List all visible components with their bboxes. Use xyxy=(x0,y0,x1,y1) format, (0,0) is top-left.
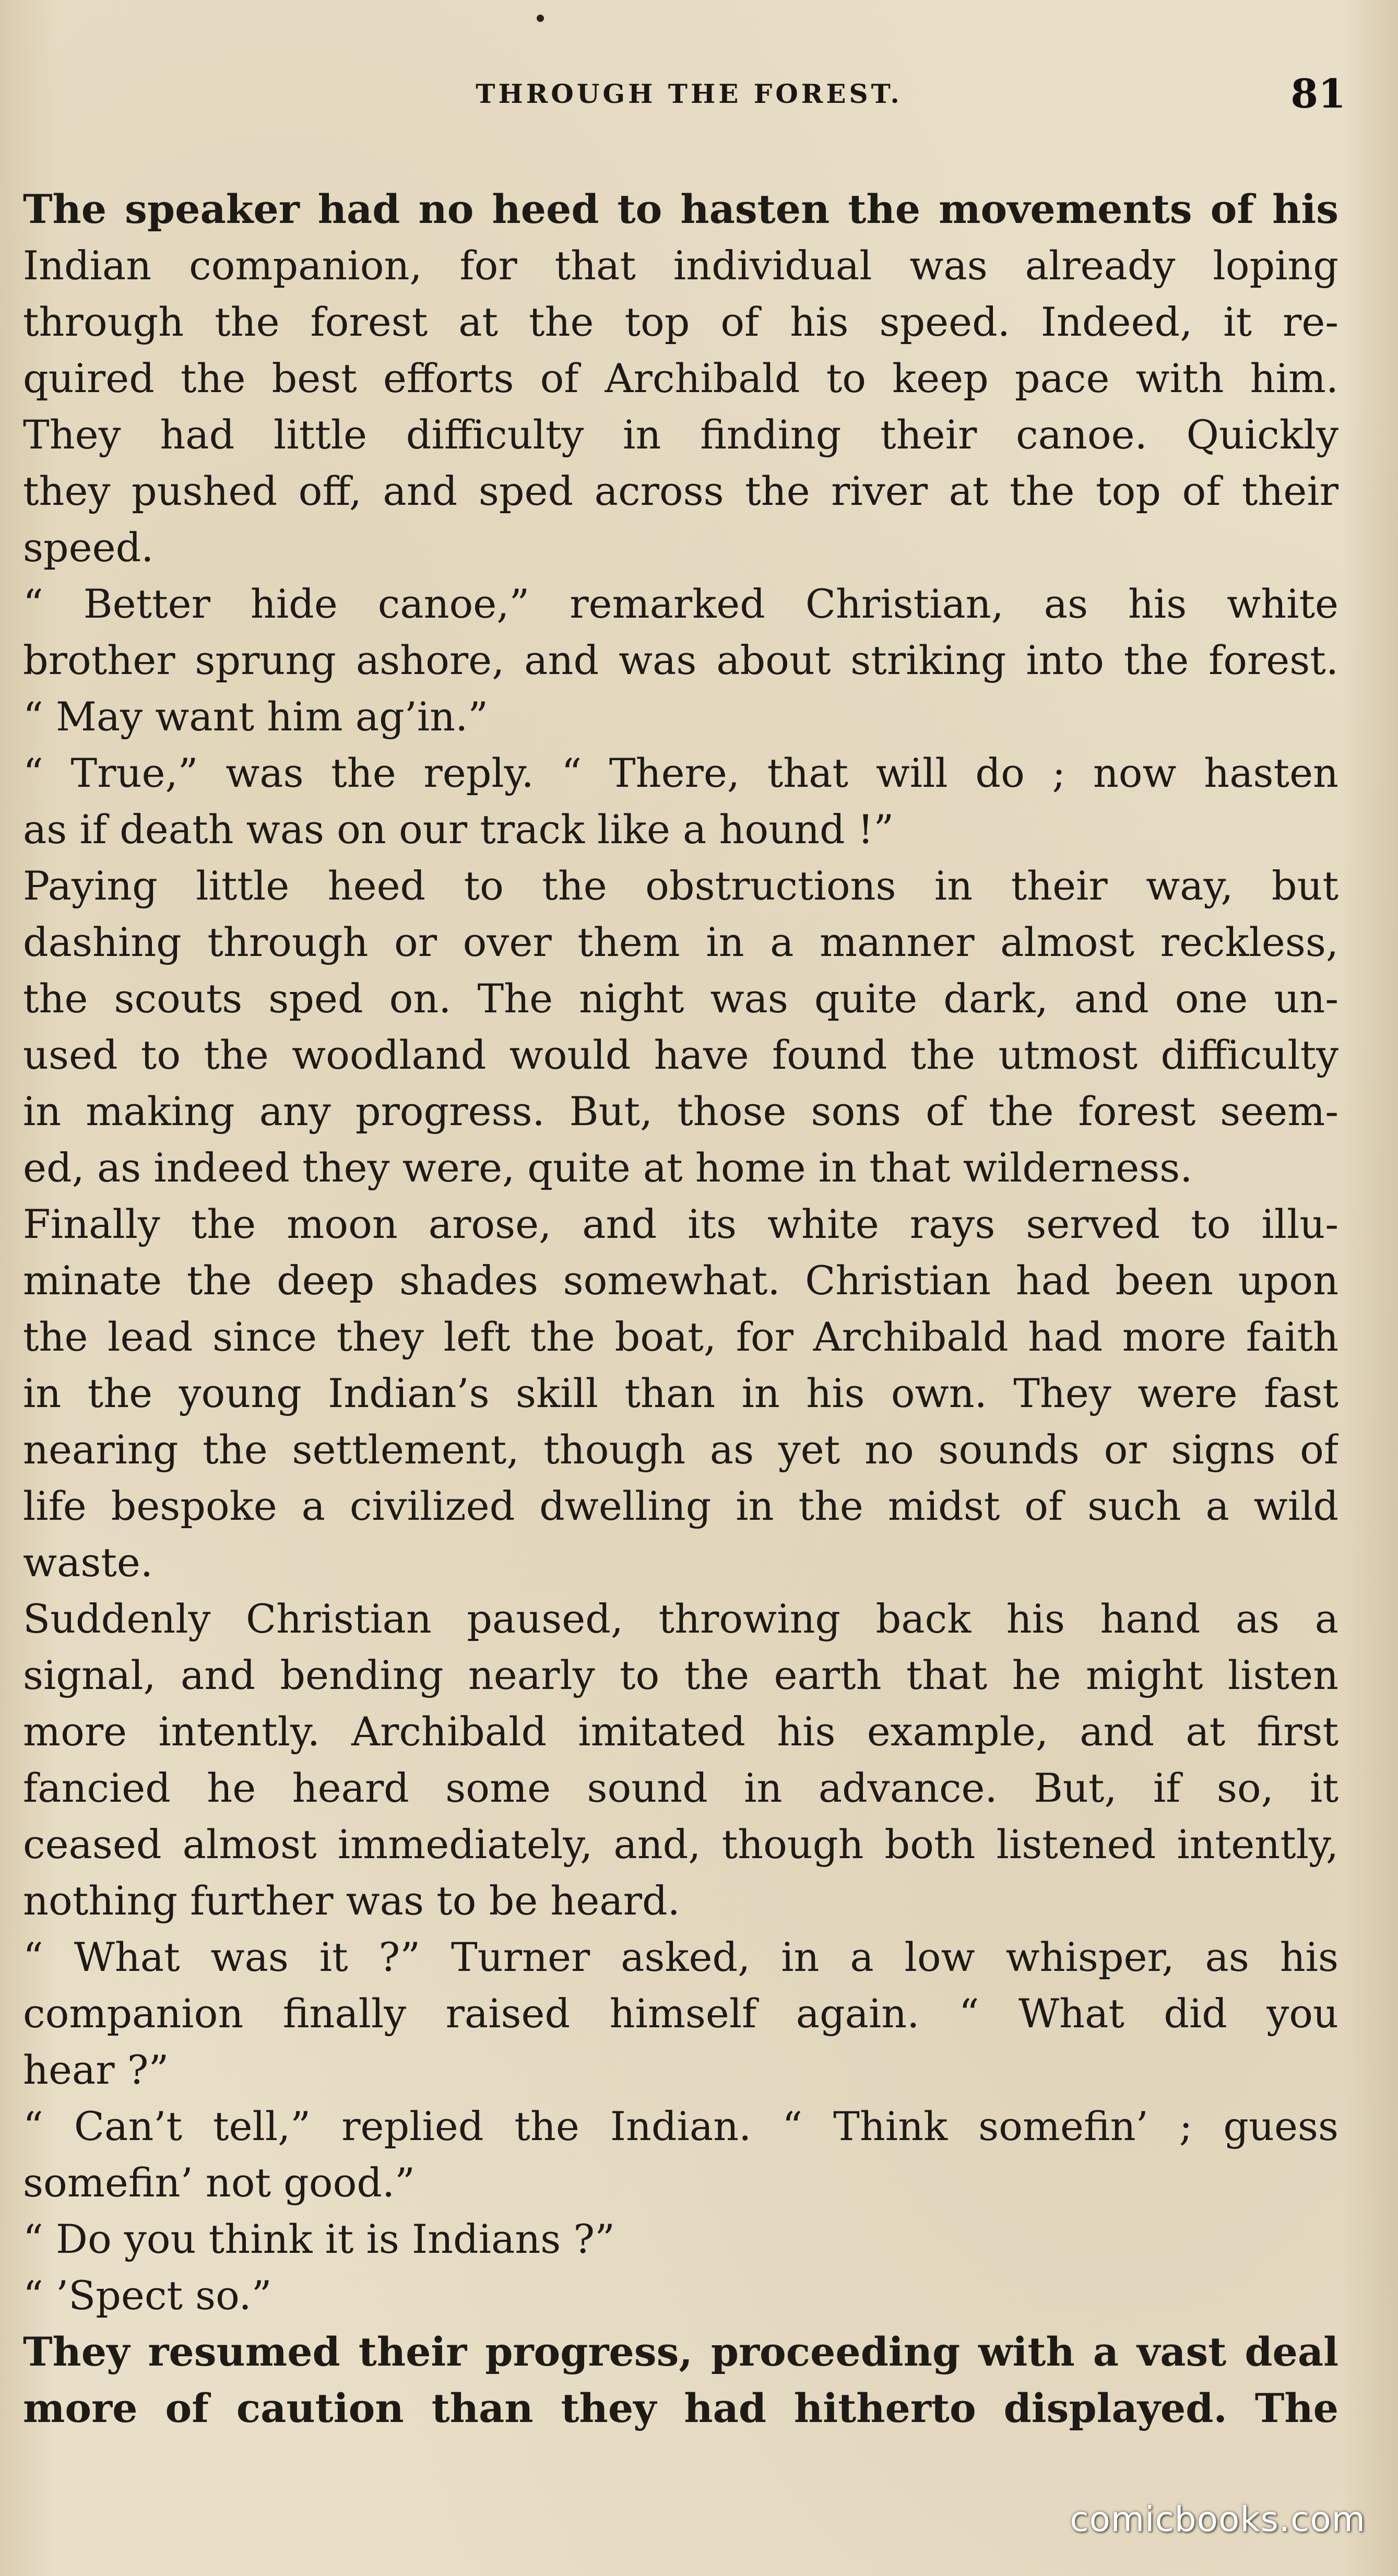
text-line: hear ?” xyxy=(23,2047,169,2093)
text-line: companion finally raised himself again. “ What did you xyxy=(23,1990,1338,2037)
text-line: Indian companion, for that individual was already loping xyxy=(23,242,1338,289)
text-line: Suddenly Christian paused, throwing back his hand as a xyxy=(23,1596,1338,1642)
text-line: “ What was it ?” Turner asked, in a low whisper, as his xyxy=(23,1934,1338,1980)
text-line: Paying little heed to the obstructions in their way, but xyxy=(23,862,1338,909)
text-line: in the young Indian’s skill than in his own. They were fast xyxy=(23,1370,1338,1416)
text-line: nothing further was to be heard. xyxy=(23,1877,680,1924)
text-line: “ Can’t tell,” replied the Indian. “ Think somefin’ ; guess xyxy=(23,2103,1338,2149)
text-line: speed. xyxy=(23,524,154,571)
text-line: “ Better hide canoe,” remarked Christian, as his white xyxy=(23,581,1338,627)
text-line: the lead since they left the boat, for Archibald had more faith xyxy=(23,1314,1338,1360)
text-line: “ True,” was the reply. “ There, that will do ; now hasten xyxy=(23,750,1338,796)
text-line: ceased almost immediately, and, though both listened intently, xyxy=(23,1821,1338,1868)
text-line: life bespoke a civilized dwelling in the midst of such a wild xyxy=(23,1483,1338,1529)
text-line: They resumed their progress, proceeding with a vast deal xyxy=(23,2329,1338,2375)
text-line: used to the woodland would have found the utmost difficulty xyxy=(23,1032,1338,1078)
text-line: in making any progress. But, those sons of the forest seem- xyxy=(23,1088,1338,1135)
text-line: “ May want him ag’in.” xyxy=(23,693,489,740)
page-number: 81 xyxy=(1290,70,1346,117)
body-text xyxy=(23,181,1338,2437)
text-line: nearing the settlement, though as yet no sounds or signs of xyxy=(23,1426,1338,1473)
text-line: more of caution than they had hitherto displayed. The xyxy=(23,2385,1338,2431)
watermark: comicbooks.com xyxy=(1070,2499,1366,2539)
text-line: through the forest at the top of his speed. Indeed, it re- xyxy=(23,299,1338,345)
text-line: waste. xyxy=(23,1539,153,1586)
ink-speck xyxy=(537,15,544,22)
text-line: somefin’ not good.” xyxy=(23,2159,415,2206)
text-line: The speaker had no heed to hasten the movements of his xyxy=(23,186,1338,232)
text-line: “ ’Spect so.” xyxy=(23,2272,272,2319)
text-line: ed, as indeed they were, quite at home in that wilderness. xyxy=(23,1144,1193,1191)
text-line: signal, and bending nearly to the earth that he might listen xyxy=(23,1652,1338,1698)
text-line: as if death was on our track like a hound !” xyxy=(23,806,894,853)
text-line: brother sprung ashore, and was about striking into the forest. xyxy=(23,637,1338,683)
text-line: dashing through or over them in a manner almost reckless, xyxy=(23,919,1338,965)
text-line: “ Do you think it is Indians ?” xyxy=(23,2216,615,2262)
text-line: they pushed off, and sped across the river at the top of their xyxy=(23,468,1338,514)
text-line: fancied he heard some sound in advance. But, if so, it xyxy=(23,1765,1338,1811)
text-line: They had little difficulty in finding their canoe. Quickly xyxy=(23,411,1338,458)
text-line: more intently. Archibald imitated his example, and at first xyxy=(23,1708,1338,1755)
text-line: the scouts sped on. The night was quite dark, and one un- xyxy=(23,975,1338,1022)
running-title: THROUGH THE FOREST. xyxy=(476,78,903,109)
text-line: quired the best efforts of Archibald to keep pace with him. xyxy=(23,355,1338,401)
text-line: minate the deep shades somewhat. Christian had been upon xyxy=(23,1257,1338,1304)
text-line: Finally the moon arose, and its white rays served to illu- xyxy=(23,1201,1338,1247)
